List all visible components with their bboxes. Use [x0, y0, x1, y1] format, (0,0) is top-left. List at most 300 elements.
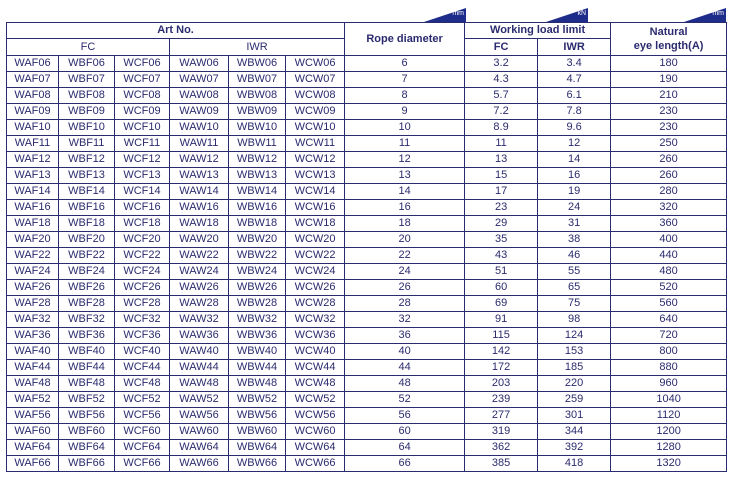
art-no-wcf: WCF40 — [115, 344, 170, 360]
unit-flag-natural-eye — [684, 8, 726, 22]
art-no-wcw: WCW36 — [286, 328, 345, 344]
table-header — [7, 23, 727, 56]
table-row — [7, 56, 727, 72]
art-no-wbw: WBW56 — [229, 408, 286, 424]
art-no-wbf: WBF40 — [59, 344, 115, 360]
art-no-wbw: WBW18 — [229, 216, 286, 232]
rope-diameter-cell: 22 — [345, 248, 465, 264]
table-row — [7, 312, 727, 328]
spec-table — [6, 22, 727, 472]
art-no-waw: WAW52 — [170, 392, 229, 408]
table-row — [7, 392, 727, 408]
table-row — [7, 136, 727, 152]
wll-fc-cell: 17 — [465, 184, 538, 200]
wll-fc-cell: 8.9 — [465, 120, 538, 136]
art-no-waf: WAF18 — [7, 216, 59, 232]
art-no-wbf: WBF44 — [59, 360, 115, 376]
natural-eye-length-cell: 210 — [611, 88, 727, 104]
table-row — [7, 280, 727, 296]
wll-fc-cell: 51 — [465, 264, 538, 280]
art-no-wbf: WBF11 — [59, 136, 115, 152]
art-no-wbw: WBW06 — [229, 56, 286, 72]
art-no-wcw: WCW22 — [286, 248, 345, 264]
art-no-wcw: WCW10 — [286, 120, 345, 136]
wll-iwr-cell: 124 — [538, 328, 611, 344]
rope-diameter-cell: 48 — [345, 376, 465, 392]
art-no-wcf: WCF18 — [115, 216, 170, 232]
rope-diameter-cell: 6 — [345, 56, 465, 72]
rope-diameter-cell: 66 — [345, 456, 465, 472]
art-no-wcf: WCF64 — [115, 440, 170, 456]
wll-fc-cell: 29 — [465, 216, 538, 232]
wll-iwr-cell: 12 — [538, 136, 611, 152]
art-no-waw: WAW12 — [170, 152, 229, 168]
working-load-limit-header: Working load limit — [465, 23, 611, 39]
wll-iwr-cell: 16 — [538, 168, 611, 184]
table-row — [7, 328, 727, 344]
art-no-waw: WAW20 — [170, 232, 229, 248]
art-no-wcf: WCF10 — [115, 120, 170, 136]
table-row — [7, 168, 727, 184]
art-no-wcw: WCW20 — [286, 232, 345, 248]
art-no-wbf: WBF07 — [59, 72, 115, 88]
wll-iwr-header: IWR — [538, 39, 611, 56]
art-no-wbf: WBF28 — [59, 296, 115, 312]
wll-fc-cell: 7.2 — [465, 104, 538, 120]
table-row — [7, 72, 727, 88]
wll-fc-cell: 385 — [465, 456, 538, 472]
art-no-wbw: WBW14 — [229, 184, 286, 200]
natural-eye-line1: Natural — [649, 26, 688, 38]
table-row — [7, 104, 727, 120]
rope-diameter-cell: 28 — [345, 296, 465, 312]
art-no-wcw: WCW32 — [286, 312, 345, 328]
table-row — [7, 248, 727, 264]
table-row — [7, 184, 727, 200]
natural-eye-length-cell: 1120 — [611, 408, 727, 424]
wll-iwr-cell: 259 — [538, 392, 611, 408]
rope-diameter-cell: 12 — [345, 152, 465, 168]
natural-eye-length-cell: 180 — [611, 56, 727, 72]
art-no-wcw: WCW13 — [286, 168, 345, 184]
art-no-waw: WAW11 — [170, 136, 229, 152]
art-no-wcw: WCW40 — [286, 344, 345, 360]
art-no-waf: WAF10 — [7, 120, 59, 136]
art-no-waf: WAF24 — [7, 264, 59, 280]
art-no-wcf: WCF09 — [115, 104, 170, 120]
art-no-wcf: WCF14 — [115, 184, 170, 200]
natural-eye-length-cell: 440 — [611, 248, 727, 264]
art-no-waf: WAF48 — [7, 376, 59, 392]
art-no-wcw: WCW64 — [286, 440, 345, 456]
wll-fc-cell: 362 — [465, 440, 538, 456]
art-no-wcw: WCW66 — [286, 456, 345, 472]
art-no-waw: WAW56 — [170, 408, 229, 424]
art-no-wcf: WCF48 — [115, 376, 170, 392]
art-no-waw: WAW48 — [170, 376, 229, 392]
rope-diameter-cell: 8 — [345, 88, 465, 104]
art-no-wbf: WBF26 — [59, 280, 115, 296]
natural-eye-line2: eye length(A) — [633, 40, 704, 52]
art-no-wbf: WBF12 — [59, 152, 115, 168]
table-row — [7, 232, 727, 248]
art-no-wcw: WCW11 — [286, 136, 345, 152]
natural-eye-length-cell: 1040 — [611, 392, 727, 408]
wll-fc-cell: 277 — [465, 408, 538, 424]
art-no-wbw: WBW13 — [229, 168, 286, 184]
art-no-wbf: WBF36 — [59, 328, 115, 344]
table-row — [7, 216, 727, 232]
table-row — [7, 344, 727, 360]
art-no-waw: WAW24 — [170, 264, 229, 280]
art-no-waw: WAW07 — [170, 72, 229, 88]
natural-eye-length-cell: 1280 — [611, 440, 727, 456]
natural-eye-length-cell: 520 — [611, 280, 727, 296]
art-no-wbw: WBW40 — [229, 344, 286, 360]
art-no-wcw: WCW56 — [286, 408, 345, 424]
art-no-wbf: WBF64 — [59, 440, 115, 456]
art-no-waw: WAW08 — [170, 88, 229, 104]
art-no-waf: WAF09 — [7, 104, 59, 120]
table-row — [7, 440, 727, 456]
art-no-waf: WAF56 — [7, 408, 59, 424]
rope-diameter-cell: 60 — [345, 424, 465, 440]
rope-diameter-cell: 7 — [345, 72, 465, 88]
rope-diameter-cell: 32 — [345, 312, 465, 328]
art-no-wcf: WCF08 — [115, 88, 170, 104]
art-no-wcf: WCF16 — [115, 200, 170, 216]
art-no-waf: WAF60 — [7, 424, 59, 440]
art-no-wcw: WCW08 — [286, 88, 345, 104]
art-no-waw: WAW13 — [170, 168, 229, 184]
art-no-wbw: WBW08 — [229, 88, 286, 104]
natural-eye-length-cell: 560 — [611, 296, 727, 312]
art-no-wbf: WBF06 — [59, 56, 115, 72]
art-no-waf: WAF44 — [7, 360, 59, 376]
natural-eye-length-cell: 960 — [611, 376, 727, 392]
art-no-wcw: WCW24 — [286, 264, 345, 280]
wll-iwr-cell: 75 — [538, 296, 611, 312]
art-no-waf: WAF14 — [7, 184, 59, 200]
art-no-wbw: WBW36 — [229, 328, 286, 344]
art-no-waf: WAF40 — [7, 344, 59, 360]
rope-diameter-cell: 64 — [345, 440, 465, 456]
wll-fc-cell: 3.2 — [465, 56, 538, 72]
wll-fc-cell: 13 — [465, 152, 538, 168]
art-no-wcf: WCF56 — [115, 408, 170, 424]
wll-iwr-cell: 38 — [538, 232, 611, 248]
art-no-waw: WAW28 — [170, 296, 229, 312]
art-no-wbw: WBW10 — [229, 120, 286, 136]
rope-diameter-cell: 10 — [345, 120, 465, 136]
wll-iwr-cell: 14 — [538, 152, 611, 168]
wll-fc-cell: 43 — [465, 248, 538, 264]
art-no-wbf: WBF13 — [59, 168, 115, 184]
art-no-wcf: WCF32 — [115, 312, 170, 328]
art-no-waw: WAW36 — [170, 328, 229, 344]
art-no-wbw: WBW64 — [229, 440, 286, 456]
natural-eye-length-cell: 640 — [611, 312, 727, 328]
natural-eye-length-cell: 190 — [611, 72, 727, 88]
art-no-wbf: WBF66 — [59, 456, 115, 472]
art-no-wcf: WCF66 — [115, 456, 170, 472]
art-no-wbf: WBF24 — [59, 264, 115, 280]
art-no-header: Art No. — [7, 23, 345, 39]
wll-iwr-cell: 65 — [538, 280, 611, 296]
art-no-waf: WAF64 — [7, 440, 59, 456]
art-no-waf: WAF26 — [7, 280, 59, 296]
art-no-waw: WAW64 — [170, 440, 229, 456]
wll-iwr-cell: 9.6 — [538, 120, 611, 136]
art-no-wcf: WCF12 — [115, 152, 170, 168]
art-no-wcf: WCF06 — [115, 56, 170, 72]
table-row — [7, 200, 727, 216]
art-no-wcw: WCW60 — [286, 424, 345, 440]
natural-eye-length-cell: 800 — [611, 344, 727, 360]
unit-flag-rope-diameter — [424, 8, 466, 22]
natural-eye-length-cell: 320 — [611, 200, 727, 216]
wll-fc-cell: 11 — [465, 136, 538, 152]
table-row — [7, 376, 727, 392]
wll-fc-cell: 319 — [465, 424, 538, 440]
natural-eye-length-cell: 230 — [611, 120, 727, 136]
wll-fc-cell: 23 — [465, 200, 538, 216]
art-no-waw: WAW32 — [170, 312, 229, 328]
art-no-wcw: WCW28 — [286, 296, 345, 312]
art-no-wbf: WBF32 — [59, 312, 115, 328]
art-no-wbf: WBF10 — [59, 120, 115, 136]
wll-iwr-cell: 301 — [538, 408, 611, 424]
art-no-wcw: WCW18 — [286, 216, 345, 232]
art-no-waf: WAF20 — [7, 232, 59, 248]
natural-eye-length-cell: 280 — [611, 184, 727, 200]
natural-eye-length-cell: 480 — [611, 264, 727, 280]
art-no-waw: WAW09 — [170, 104, 229, 120]
art-no-wcf: WCF26 — [115, 280, 170, 296]
art-no-wbf: WBF56 — [59, 408, 115, 424]
table-row — [7, 360, 727, 376]
art-no-waf: WAF11 — [7, 136, 59, 152]
unit-label: mm — [452, 10, 464, 17]
art-no-wbw: WBW20 — [229, 232, 286, 248]
table-row — [7, 456, 727, 472]
art-no-wbw: WBW11 — [229, 136, 286, 152]
unit-flag-working-load — [546, 8, 588, 22]
art-no-waw: WAW26 — [170, 280, 229, 296]
rope-diameter-cell: 11 — [345, 136, 465, 152]
wll-iwr-cell: 46 — [538, 248, 611, 264]
rope-diameter-cell: 40 — [345, 344, 465, 360]
wll-iwr-cell: 98 — [538, 312, 611, 328]
art-no-waf: WAF07 — [7, 72, 59, 88]
table-row — [7, 424, 727, 440]
art-no-waw: WAW22 — [170, 248, 229, 264]
natural-eye-length-cell: 400 — [611, 232, 727, 248]
art-no-waf: WAF08 — [7, 88, 59, 104]
wll-iwr-cell: 24 — [538, 200, 611, 216]
art-no-wcf: WCF28 — [115, 296, 170, 312]
wll-iwr-cell: 220 — [538, 376, 611, 392]
art-no-waw: WAW66 — [170, 456, 229, 472]
art-no-wbf: WBF48 — [59, 376, 115, 392]
wll-iwr-cell: 6.1 — [538, 88, 611, 104]
wll-fc-cell: 60 — [465, 280, 538, 296]
art-no-waf: WAF16 — [7, 200, 59, 216]
wll-fc-cell: 91 — [465, 312, 538, 328]
wll-iwr-cell: 4.7 — [538, 72, 611, 88]
rope-diameter-header: Rope diameter — [345, 23, 465, 56]
art-no-wcw: WCW48 — [286, 376, 345, 392]
art-no-waw: WAW44 — [170, 360, 229, 376]
art-no-wcf: WCF44 — [115, 360, 170, 376]
rope-diameter-cell: 56 — [345, 408, 465, 424]
art-no-waf: WAF52 — [7, 392, 59, 408]
table-row — [7, 88, 727, 104]
art-no-waw: WAW10 — [170, 120, 229, 136]
art-no-wbf: WBF60 — [59, 424, 115, 440]
art-no-wcf: WCF07 — [115, 72, 170, 88]
art-no-wcw: WCW12 — [286, 152, 345, 168]
unit-label: mm — [712, 10, 724, 17]
art-no-wcw: WCW16 — [286, 200, 345, 216]
art-no-wcw: WCW06 — [286, 56, 345, 72]
rope-diameter-cell: 26 — [345, 280, 465, 296]
art-no-wbw: WBW16 — [229, 200, 286, 216]
wll-fc-cell: 69 — [465, 296, 538, 312]
art-no-wbw: WBW44 — [229, 360, 286, 376]
rope-diameter-cell: 18 — [345, 216, 465, 232]
art-no-wcf: WCF11 — [115, 136, 170, 152]
wll-fc-cell: 15 — [465, 168, 538, 184]
art-no-wbw: WBW22 — [229, 248, 286, 264]
natural-eye-length-cell: 1200 — [611, 424, 727, 440]
art-no-wcw: WCW44 — [286, 360, 345, 376]
art-no-wcf: WCF60 — [115, 424, 170, 440]
art-no-wbw: WBW66 — [229, 456, 286, 472]
art-no-waf: WAF12 — [7, 152, 59, 168]
art-no-wcw: WCW07 — [286, 72, 345, 88]
rope-diameter-cell: 52 — [345, 392, 465, 408]
art-no-waf: WAF22 — [7, 248, 59, 264]
art-no-wbf: WBF16 — [59, 200, 115, 216]
wll-fc-cell: 5.7 — [465, 88, 538, 104]
wll-iwr-cell: 55 — [538, 264, 611, 280]
wll-iwr-cell: 418 — [538, 456, 611, 472]
wll-iwr-cell: 185 — [538, 360, 611, 376]
iwr-group-header: IWR — [170, 39, 345, 56]
wll-fc-cell: 239 — [465, 392, 538, 408]
natural-eye-length-header — [611, 23, 727, 56]
wll-iwr-cell: 19 — [538, 184, 611, 200]
wll-iwr-cell: 344 — [538, 424, 611, 440]
art-no-waf: WAF06 — [7, 56, 59, 72]
art-no-wbw: WBW60 — [229, 424, 286, 440]
art-no-wbf: WBF20 — [59, 232, 115, 248]
wll-fc-cell: 115 — [465, 328, 538, 344]
art-no-wcf: WCF24 — [115, 264, 170, 280]
art-no-wcf: WCF22 — [115, 248, 170, 264]
art-no-waf: WAF36 — [7, 328, 59, 344]
table-row — [7, 408, 727, 424]
art-no-waf: WAF13 — [7, 168, 59, 184]
wll-fc-cell: 172 — [465, 360, 538, 376]
art-no-waw: WAW14 — [170, 184, 229, 200]
wll-fc-cell: 142 — [465, 344, 538, 360]
natural-eye-length-cell: 260 — [611, 152, 727, 168]
art-no-wcw: WCW52 — [286, 392, 345, 408]
natural-eye-length-cell: 260 — [611, 168, 727, 184]
natural-eye-length-cell: 230 — [611, 104, 727, 120]
art-no-waw: WAW60 — [170, 424, 229, 440]
natural-eye-length-cell: 360 — [611, 216, 727, 232]
art-no-wbw: WBW12 — [229, 152, 286, 168]
unit-label: kN — [577, 10, 586, 17]
art-no-wbw: WBW32 — [229, 312, 286, 328]
art-no-wbf: WBF09 — [59, 104, 115, 120]
art-no-wbw: WBW26 — [229, 280, 286, 296]
art-no-wbw: WBW09 — [229, 104, 286, 120]
art-no-wcf: WCF13 — [115, 168, 170, 184]
wll-iwr-cell: 31 — [538, 216, 611, 232]
rope-diameter-cell: 24 — [345, 264, 465, 280]
rope-diameter-cell: 9 — [345, 104, 465, 120]
table-row — [7, 296, 727, 312]
art-no-wbw: WBW28 — [229, 296, 286, 312]
art-no-wcw: WCW09 — [286, 104, 345, 120]
wll-fc-header: FC — [465, 39, 538, 56]
art-no-wbf: WBF08 — [59, 88, 115, 104]
wll-fc-cell: 4.3 — [465, 72, 538, 88]
wll-fc-cell: 203 — [465, 376, 538, 392]
art-no-wcf: WCF36 — [115, 328, 170, 344]
art-no-wbw: WBW48 — [229, 376, 286, 392]
art-no-wbf: WBF52 — [59, 392, 115, 408]
wll-iwr-cell: 392 — [538, 440, 611, 456]
wll-fc-cell: 35 — [465, 232, 538, 248]
rope-diameter-cell: 36 — [345, 328, 465, 344]
art-no-waf: WAF28 — [7, 296, 59, 312]
art-no-waf: WAF32 — [7, 312, 59, 328]
natural-eye-length-cell: 880 — [611, 360, 727, 376]
rope-diameter-cell: 13 — [345, 168, 465, 184]
art-no-wcf: WCF20 — [115, 232, 170, 248]
art-no-wbf: WBF22 — [59, 248, 115, 264]
art-no-wbw: WBW07 — [229, 72, 286, 88]
art-no-waw: WAW18 — [170, 216, 229, 232]
table-row — [7, 152, 727, 168]
art-no-wcf: WCF52 — [115, 392, 170, 408]
natural-eye-length-cell: 1320 — [611, 456, 727, 472]
wll-iwr-cell: 7.8 — [538, 104, 611, 120]
fc-group-header: FC — [7, 39, 170, 56]
art-no-waf: WAF66 — [7, 456, 59, 472]
wll-iwr-cell: 3.4 — [538, 56, 611, 72]
art-no-waw: WAW40 — [170, 344, 229, 360]
natural-eye-length-cell: 720 — [611, 328, 727, 344]
art-no-wbf: WBF14 — [59, 184, 115, 200]
natural-eye-length-cell: 250 — [611, 136, 727, 152]
rope-diameter-cell: 16 — [345, 200, 465, 216]
rope-diameter-cell: 44 — [345, 360, 465, 376]
table-body — [7, 56, 727, 472]
table-row — [7, 264, 727, 280]
art-no-waw: WAW06 — [170, 56, 229, 72]
wll-iwr-cell: 153 — [538, 344, 611, 360]
art-no-waw: WAW16 — [170, 200, 229, 216]
art-no-wbw: WBW24 — [229, 264, 286, 280]
art-no-wbf: WBF18 — [59, 216, 115, 232]
rope-diameter-cell: 20 — [345, 232, 465, 248]
